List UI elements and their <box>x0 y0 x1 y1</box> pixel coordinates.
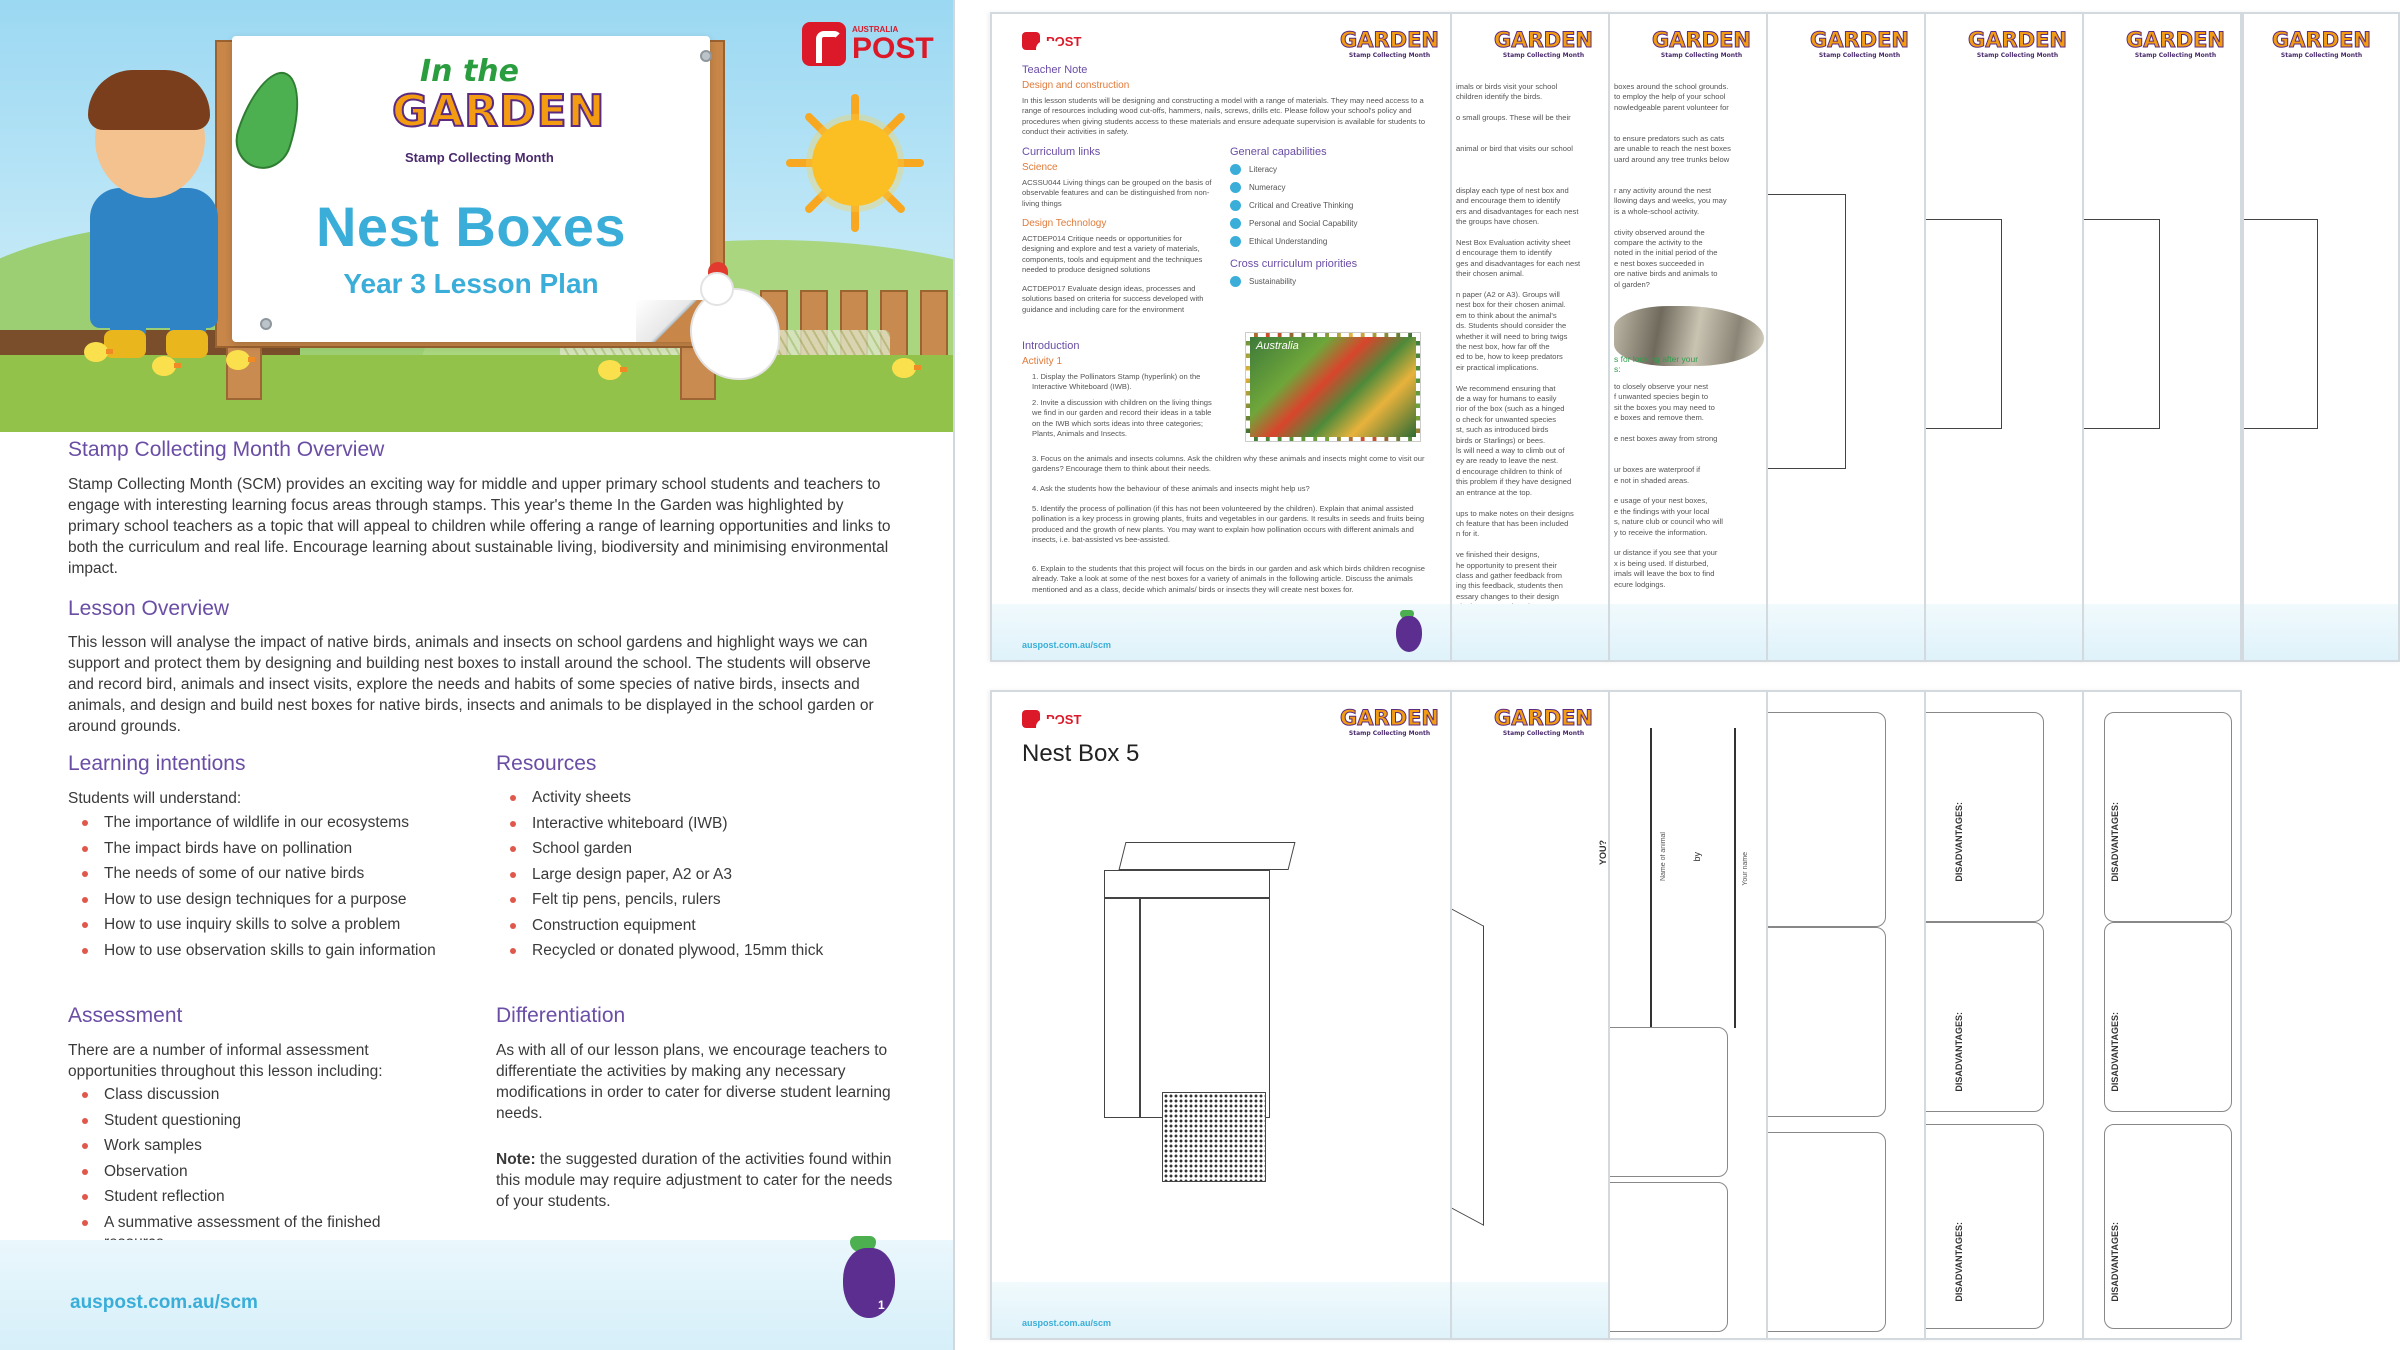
answer-card <box>1924 1124 2044 1329</box>
assessment-heading: Assessment <box>68 1004 183 1027</box>
page-number: 1 <box>878 1298 885 1312</box>
text-line <box>1614 444 1766 454</box>
text-line: e usage of your nest boxes, <box>1614 496 1708 506</box>
introduction-heading: Introduction <box>1022 340 1080 352</box>
list-item: Construction equipment <box>496 913 896 939</box>
capability-item: Ethical Understanding <box>1230 236 1327 247</box>
text-line: st, such as introduced birds <box>1456 425 1549 435</box>
text-line: e nest boxes away from strong <box>1614 434 1718 444</box>
capabilities-heading: General capabilities <box>1230 146 1327 158</box>
auspost-icon <box>1022 710 1040 728</box>
disadvantages-label: DISADVANTAGES: <box>1954 802 1964 882</box>
overview-heading: Stamp Collecting Month Overview <box>68 438 385 461</box>
list-item: Large design paper, A2 or A3 <box>496 862 896 888</box>
step-item: 2. Invite a discussion with children on the living things we find in our garden and record their ideas in a table on the IWB which sorts ideas into three categories; Plants, Animals and Insects. <box>1032 398 1212 439</box>
text-line: he opportunity to present their <box>1456 560 1557 570</box>
thumbnail-page-8[interactable]: GARDEN Stamp Collecting Month YOU? <box>1450 690 1610 1340</box>
lesson-overview-text: This lesson will analyse the impact of native birds, animals and insects on school gardens and highlight ways we can support and protect them by designing and building nest boxes to install around the school. The students will observe and record bird, animals and insect visits, explore the needs and habits of some species of native birds, insects and animals, and design and build nest boxes for native birds, insects and animals to be displayed in the school garden or around grounds. <box>68 634 874 735</box>
thumbnail-page-2b[interactable]: GARDEN Stamp Collecting Month imals or birds visit your school children identify the birds. o small groups. These will be their animal or bird that visits our school display each type of nest box and and encourage them to identify ers and disadvantages for each nest the groups have chosen. Nest Box Evaluation activity sheet d encourage them to identify ges and disadvantages for each nest their chosen animal. n paper (A2 or A3). Groups will nest box for their chosen animal. em to think about the animal's ds. Students should consider the whether it will need to bring twigs the nest box, how far off the ed to be, how to keep predators eir practical implications. We recommend ensuring that de a way for humans to easily rior of the box (such as a hinged o check for unwanted species st, such as introduced birds birds or Starlings) or bees. ls will need a way to climb out of ey are ready to leave the nest. d encourage children to think of this problem if they have designed an entrance at the top. ups to make notes on their designs ch feature that has been included n for it. ve finished their designs, he opportunity to present their class and gather feedback from ing this feedback, students then essary changes to their design <box>1450 12 1610 662</box>
text-line <box>1614 455 1766 465</box>
step-item: 4. Ask the students how the behaviour of these animals and insects might help us? <box>1032 484 1310 493</box>
step-item: 1. Display the Pollinators Stamp (hyperlink) on the Interactive Whiteboard (IWB). <box>1032 372 1201 392</box>
list-item: Felt tip pens, pencils, rulers <box>496 887 896 913</box>
text-line: animal or bird that visits our school <box>1456 144 1573 154</box>
learning-intentions-list <box>68 810 448 961</box>
text-line: to ensure predators such as cats <box>1614 134 1725 143</box>
differentiation-heading: Differentiation <box>496 1004 626 1027</box>
text-line: o small groups. These will be their <box>1456 113 1571 123</box>
logo-garden: GARDEN <box>392 86 606 137</box>
text-line: to employ the help of your school <box>1614 92 1726 102</box>
text-line: uard around any tree trunks below <box>1614 154 1730 164</box>
footer-url[interactable]: auspost.com.au/scm <box>1022 1318 1112 1328</box>
answer-card <box>1924 712 2044 922</box>
text-line: ges and disadvantages for each nest <box>1456 258 1581 268</box>
partial-heading: YOU? <box>1598 840 1608 866</box>
thumbnail-page-6[interactable]: GARDEN Stamp Collecting Month <box>2082 12 2242 662</box>
text-line <box>1456 155 1608 165</box>
answer-card <box>1766 1132 1886 1332</box>
teacher-note-heading: Teacher Note <box>1022 64 1088 76</box>
text-line: ers and disadvantages for each nest <box>1456 206 1579 216</box>
science-text: ACSSU044 Living things can be grouped on the basis of observable features and can be distinguished from non-living things <box>1022 178 1212 208</box>
text-line: y to receive the information. <box>1614 527 1708 537</box>
text-line: ey are ready to leave the nest. <box>1456 456 1559 466</box>
text-line: are unable to reach the nest boxes <box>1614 144 1731 154</box>
text-line: whether it will need to bring twigs <box>1456 331 1568 341</box>
text-line <box>1614 424 1766 434</box>
eggplant-icon <box>843 1248 895 1318</box>
thumbnail-page-11[interactable] <box>1924 690 2084 1340</box>
answer-card <box>1608 1182 1728 1332</box>
text-line: compare the activity to the <box>1614 238 1703 248</box>
text-line: imals will leave the box to find <box>1614 569 1715 579</box>
text-line: and encourage them to identify <box>1456 196 1561 206</box>
text-line <box>1614 217 1766 227</box>
text-line: noted in the initial period of the <box>1614 248 1718 258</box>
text-line: ur distance if you see that your <box>1614 548 1718 558</box>
list-item: Activity sheets <box>496 785 896 811</box>
text-line <box>1614 124 1766 134</box>
footer-url[interactable]: auspost.com.au/scm <box>70 1292 258 1313</box>
text-line: n paper (A2 or A3). Groups will <box>1456 290 1560 299</box>
text-line: e nest boxes succeeded in <box>1614 258 1704 268</box>
list-item: How to use inquiry skills to solve a problem <box>68 912 448 938</box>
text-line: llowing days and weeks, you may <box>1614 196 1727 206</box>
capability-item: Literacy <box>1230 164 1277 175</box>
boy-illustration <box>90 188 218 328</box>
text-line: display each type of nest box and <box>1456 185 1569 195</box>
text-line: is a whole-school activity. <box>1614 206 1700 216</box>
assessment-list <box>68 1082 438 1253</box>
text-line: children identify the birds. <box>1456 92 1543 102</box>
differentiation-text: As with all of our lesson plans, we encourage teachers to differentiate the activities by making any necessary modifications in order to cater for diverse student learning needs. <box>496 1042 891 1122</box>
text-line: n for it. <box>1456 529 1480 539</box>
text-line: ups to make notes on their designs <box>1456 508 1574 518</box>
page-text <box>1456 82 1608 613</box>
australia-post-logo[interactable]: AUSTRALIA POST <box>802 22 934 66</box>
list-item: The importance of wildlife in our ecosystems <box>68 810 448 836</box>
curriculum-heading: Curriculum links <box>1022 146 1101 158</box>
text-line: to closely observe your nest <box>1614 382 1709 391</box>
text-line: class and gather feedback from <box>1456 570 1562 580</box>
your-name-label: Your name <box>1742 852 1749 886</box>
text-line: f unwanted species begin to <box>1614 392 1709 402</box>
tips-text <box>1614 382 1766 590</box>
logo-in-the: In the <box>420 54 520 89</box>
logo-tagline: Stamp Collecting Month <box>405 150 554 165</box>
step-item: 3. Focus on the animals and insects columns. Ask the children why these animals and insects might come to visit our gardens? Encourage them to think about their needs. <box>1032 454 1425 474</box>
list-item: How to use observation skills to gain information <box>68 938 448 961</box>
list-item: Interactive whiteboard (IWB) <box>496 811 896 837</box>
page-title: Nest Boxes <box>315 195 627 258</box>
text-line: ctivity observed around the <box>1614 227 1705 237</box>
text-line: imals or birds visit your school <box>1456 82 1558 91</box>
text-line <box>1456 373 1608 383</box>
answer-card <box>1924 922 2044 1112</box>
thumbnail-page-4[interactable]: GARDEN Stamp Collecting Month <box>1766 12 1926 662</box>
disadvantages-label: DISADVANTAGES: <box>2110 1222 2120 1302</box>
text-line: sit the boxes you may need to <box>1614 402 1715 412</box>
list-item: School garden <box>496 836 896 862</box>
dt-text-1: ACTDEP014 Critique needs or opportunities for designing and explore and test a variety of materials, components, tools and equipment and the techniques needed to produce designed solutions <box>1022 234 1203 275</box>
text-line: birds or Starlings) or bees. <box>1456 435 1546 445</box>
resources-list <box>496 785 896 964</box>
differentiation-note: Note: the suggested duration of the activities found within this module may require adjustment to cater for the needs of your students. <box>496 1151 893 1210</box>
list-item: Student reflection <box>68 1184 438 1210</box>
nest-box-roof <box>1119 842 1296 870</box>
hero-illustration <box>0 0 955 432</box>
text-line: essary changes to their design <box>1456 591 1559 601</box>
list-item: Class discussion <box>68 1082 438 1108</box>
step-item: 6. Explain to the students that this project will focus on the birds in our garden and ask which birds children recognise already. Take a look at some of the nest boxes for a variety of animals in the following article. Discuss the animals mentioned and as a class, decide which animals/ birds or insects they will create nest boxes for. <box>1032 564 1425 594</box>
text-line: ecure lodgings. <box>1614 579 1666 589</box>
thumbnail-page-3[interactable]: GARDEN Stamp Collecting Month boxes around the school grounds. to employ the help of your school nowledgeable parent volunteer for to ensure predators such as cats are unable to reach the nest boxes uard around any tree trunks below r any activity around the nest llowing days and weeks, you may is a whole-school activity. ctivity observed around the compare the activity to the noted in the initial period of the e nest boxes succeeded in ore native birds and animals to ol garden? s for looking after your s: to closely observe your nest f unwanted species begin to sit the boxes you may need to e boxes and remove them. e nest boxes away from strong ur boxes are waterproof if e not in shaded areas. e usage of your nest boxes, e the findings with your local s, nature club or council who will y to receive the information. ur distance if you see that your x is being used. If disturbed, imals will leave the box to find ecure lodgings. <box>1608 12 1768 662</box>
answer-card <box>2104 1124 2232 1329</box>
cover-page <box>0 0 955 1350</box>
text-line: de a way for humans to easily <box>1456 394 1557 404</box>
nest-box-body <box>1140 898 1270 1118</box>
answer-card <box>2104 922 2232 1112</box>
list-item: How to use design techniques for a purpose <box>68 887 448 913</box>
disadvantages-label: DISADVANTAGES: <box>2110 802 2120 882</box>
text-line: e not in shaded areas. <box>1614 475 1690 485</box>
learning-intentions-intro: Students will understand: <box>68 790 242 807</box>
disadvantages-label: DISADVANTAGES: <box>1954 1012 1964 1092</box>
cross-curriculum-heading: Cross curriculum priorities <box>1230 258 1358 270</box>
text-line <box>1456 134 1608 144</box>
thumbnail-page-10[interactable] <box>1766 690 1926 1340</box>
text-line <box>1456 176 1608 186</box>
tips-heading: s for looking after your s: <box>1614 354 1699 374</box>
capability-item: Personal and Social Capability <box>1230 218 1358 229</box>
text-line: ol garden? <box>1614 279 1650 289</box>
text-line: rior of the box (such as a hinged <box>1456 404 1565 414</box>
text-line <box>1456 498 1608 508</box>
list-item: The impact birds have on pollination <box>68 836 448 862</box>
capability-item: Numeracy <box>1230 182 1285 193</box>
text-line <box>1456 228 1608 238</box>
auspost-icon <box>1022 32 1040 50</box>
answer-card <box>2104 712 2232 922</box>
list-item: Recycled or donated plywood, 15mm thick <box>496 938 896 964</box>
text-line: ed to be, how to keep predators <box>1456 352 1563 362</box>
list-item: Work samples <box>68 1133 438 1159</box>
text-line: the groups have chosen. <box>1456 217 1540 227</box>
text-line <box>1456 124 1608 134</box>
thumbnail-page-5[interactable]: GARDEN Stamp Collecting Month <box>1924 12 2084 662</box>
text-line: their chosen animal. <box>1456 269 1524 279</box>
text-line: ing this feedback, students then <box>1456 581 1563 591</box>
thumbnail-page-7[interactable]: GARDEN Stamp Collecting Month <box>2242 12 2400 662</box>
text-line: ch feature that has been included <box>1456 518 1569 528</box>
sun-icon <box>812 120 898 206</box>
text-line: nowledgeable parent volunteer for <box>1614 102 1729 112</box>
resources-heading: Resources <box>496 752 597 775</box>
auspost-icon <box>802 22 846 66</box>
text-line: an entrance at the top. <box>1456 487 1532 497</box>
text-line: the nest box, how far off the <box>1456 342 1550 352</box>
thumbnail-page-2[interactable]: POST GARDEN Stamp Collecting Month Teacher Note Design and construction In this lesson students will be designing and constructing a model with a range of materials. They may need access to a range of resources including wood cut-offs, hammers, nails, screws, drills etc. Please follow your school's policy and procedures when giving students access to these materials and ensure adequate supervision is available for students to conduct their activities in safety. Curriculum links Science ACSSU044 Living things can be grouped on the basis of observable features and can be distinguished from non-living things Design Technology ACTDEP014 Critique needs or opportunities for designing and explore and test a variety of materials, components, tools and equipment and the techniques needed to produce designed solutions ACTDEP017 Evaluate design ideas, processes and solutions based on criteria for success developed with guidance and including care for the environment General capabilities Literacy Numeracy Critical and Creative Thinking Personal and Social Capability Ethical Understanding Cross curriculum priorities Sustainability Introduction Activity 1 1. Display the Pollinators Stamp (hyperlink) on the Interactive Whiteboard (IWB). 2. Invite a discussion with children on the living things we find in our garden and record their ideas in a table on the IWB which sorts ideas into three categories; Plants, Animals and Insects. 3. Focus on the animals and insects columns. Ask the children why these animals and insects might come to visit our gardens? Encourage them to think about their needs. 4. Ask the students how the behaviour of these animals and insects might help us? 5. Identify the process of pollination (if this has not been volunteered by the children). Explain that animal assisted pollination is a key process in growing plants, fruits and vegetables in our gardens. It results in seeds and fruits being produced and the growth of new plants. You may want to explain how pollination occurs with different animals and insects, i.e. bat-assisted vs bee-assisted. 6. Explain to the students that this project will focus on the birds in our garden and ask which birds children recognise already. Take a look at some of the nest boxes for a variety of animals in the following article. Discuss the animals mentioned and as a class, decide which animals/ birds or insects they will create nest boxes for. auspost.com.au/scm <box>990 12 1452 662</box>
text-line <box>1614 538 1766 548</box>
text-line: d encourage children to think of <box>1456 466 1562 476</box>
design-heading: Design and construction <box>1022 80 1130 91</box>
text-line: e the findings with your local <box>1614 506 1710 516</box>
page-text <box>1614 82 1766 290</box>
text-line: em to think about the animal's <box>1456 310 1557 320</box>
text-line <box>1614 176 1766 186</box>
text-line <box>1456 165 1608 175</box>
text-line: d encourage them to identify <box>1456 248 1552 258</box>
disadvantages-label: DISADVANTAGES: <box>1954 1222 1964 1302</box>
text-line: We recommend ensuring that <box>1456 383 1556 393</box>
text-line <box>1456 103 1608 113</box>
list-item: The needs of some of our native birds <box>68 861 448 887</box>
science-heading: Science <box>1022 162 1058 173</box>
text-line: ds. Students should consider the <box>1456 321 1567 331</box>
stamp-label: Australia <box>1256 340 1299 352</box>
design-tech-heading: Design Technology <box>1022 218 1107 229</box>
cross-item: Sustainability <box>1230 276 1296 287</box>
activity-heading: Activity 1 <box>1022 356 1063 367</box>
text-line: Nest Box Evaluation activity sheet <box>1456 237 1571 247</box>
text-line: ve finished their designs, <box>1456 550 1540 560</box>
list-item: A summative assessment of the finished <box>68 1210 438 1253</box>
list-item: Observation <box>68 1159 438 1185</box>
text-line: ur boxes are waterproof if <box>1614 465 1701 475</box>
text-line: ls will need a way to climb out of <box>1456 446 1565 456</box>
assessment-intro: There are a number of informal assessment opportunities throughout this lesson including: <box>68 1042 383 1080</box>
list-item: Student questioning <box>68 1108 438 1134</box>
text-line: s, nature club or council who will <box>1614 517 1723 527</box>
thumbnail-page-12[interactable] <box>2082 690 2242 1340</box>
page-subtitle: Year 3 Lesson Plan <box>343 268 599 299</box>
answer-card <box>1766 927 1886 1117</box>
by-label: by <box>1692 852 1702 862</box>
mesh-panel <box>1162 1092 1266 1182</box>
learning-intentions-heading: Learning intentions <box>68 752 246 775</box>
dt-text-2: ACTDEP017 Evaluate design ideas, processes and solutions based on criteria for success developed with guidance and including care for the environment <box>1022 284 1204 314</box>
text-line <box>1456 280 1608 290</box>
text-line: o check for unwanted species <box>1456 414 1557 424</box>
thumbnail-page-9[interactable] <box>1608 690 1768 1340</box>
text-line <box>1614 113 1766 123</box>
text-line: r any activity around the nest <box>1614 186 1712 195</box>
lesson-overview-heading: Lesson Overview <box>68 597 230 620</box>
thumbnail-page-nest-box-5[interactable]: POST GARDEN Stamp Collecting Month Nest Box 5 auspost.com.au/scm <box>990 690 1452 1340</box>
text-line: nest box for their chosen animal. <box>1456 300 1566 310</box>
text-line <box>1614 165 1766 175</box>
capability-item: Critical and Creative Thinking <box>1230 200 1353 211</box>
text-line: e boxes and remove them. <box>1614 413 1704 423</box>
text-line <box>1456 540 1608 550</box>
text-line <box>1614 486 1766 496</box>
footer-url[interactable]: auspost.com.au/scm <box>1022 640 1112 650</box>
design-text: In this lesson students will be designing and constructing a model with a range of materials. They may need access to a range of resources including wood cut-offs, hammers, nails, screws, drills etc. Please follow your school's policy and procedures when giving students access to these materials and ensure adequate supervision is available for students to conduct their activities in safety. <box>1022 96 1426 137</box>
text-line: ore native birds and animals to <box>1614 269 1718 279</box>
text-line: boxes around the school grounds. <box>1614 82 1729 91</box>
answer-card <box>1766 712 1886 927</box>
step-item: 5. Identify the process of pollination (if this has not been volunteered by the children). Explain that animal assisted pollination is a key process in growing plants, fruits and vegetables in our gardens. It results in seeds and fruits being produced and the growth of new plants. You may want to explain how pollination occurs with different animals and insects, i.e. bat-assisted vs bee-assisted. <box>1032 504 1425 545</box>
name-label: Name of animal <box>1660 832 1667 882</box>
text-line: eir practical implications. <box>1456 362 1539 372</box>
text-line: this problem if they have designed <box>1456 477 1572 487</box>
overview-text: Stamp Collecting Month (SCM) provides an exciting way for middle and upper primary school students and teachers to engage with interesting learning focus areas through stamps. This year's theme In the Garden was highlighted by primary school teachers as a topic that will appeal to children while offering a range of learning opportunities and links to both the curriculum and real life. Encourage learning about sustainable living, biodiversity and minimising environmental impact. <box>68 476 891 577</box>
answer-card <box>1608 1027 1728 1177</box>
nest-box-title: Nest Box 5 <box>1022 740 1140 767</box>
text-line: x is being used. If disturbed, <box>1614 558 1709 568</box>
disadvantages-label: DISADVANTAGES: <box>2110 1012 2120 1092</box>
eggplant-icon <box>1396 616 1422 652</box>
